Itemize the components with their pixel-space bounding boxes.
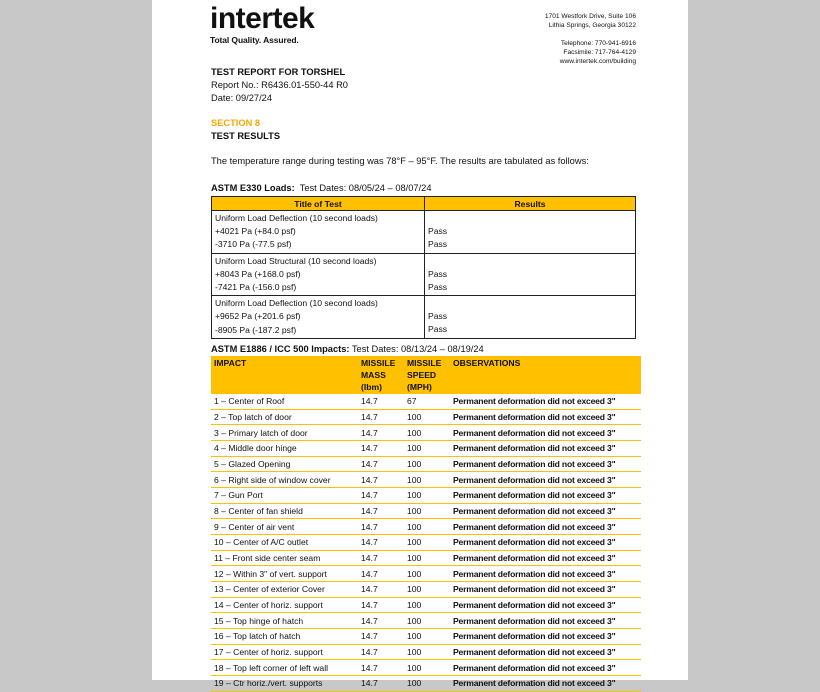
observation-cell: Permanent deformation did not exceed 3": [450, 644, 641, 660]
observation-cell: Permanent deformation did not exceed 3": [450, 535, 641, 551]
table-row: [211, 425, 641, 441]
observation-cell: Permanent deformation did not exceed 3": [450, 613, 641, 629]
column-header-observations: OBSERVATIONS: [450, 356, 641, 394]
telephone: Telephone: 770-941-6916: [560, 40, 636, 47]
table-row: [211, 409, 641, 425]
result-value: Pass: [428, 226, 448, 236]
result-value: Pass: [428, 311, 448, 322]
impact-cell: 11 – Front side center seam: [211, 550, 358, 566]
company-address: [545, 12, 636, 30]
observation-cell: Permanent deformation did not exceed 3": [450, 394, 641, 409]
test-title-cell: [212, 253, 425, 296]
impacts-caption-label: ASTM E1886 / ICC 500 Impacts:: [211, 344, 350, 354]
column-header-impact: IMPACT: [211, 356, 358, 394]
table-row: [211, 456, 641, 472]
impacts-caption-dates: Test Dates: 08/13/24 – 08/19/24: [351, 344, 484, 354]
mass-cell: 14.7: [358, 550, 404, 566]
observation-cell: Permanent deformation did not exceed 3": [450, 629, 641, 645]
speed-cell: 100: [404, 472, 450, 488]
speed-cell: 100: [404, 503, 450, 519]
impact-cell: 4 – Middle door hinge: [211, 441, 358, 457]
observation-cell: Permanent deformation did not exceed 3": [450, 488, 641, 504]
result-value: Pass: [428, 268, 448, 279]
impact-cell: 9 – Center of air vent: [211, 519, 358, 535]
impact-cell: 3 – Primary latch of door: [211, 425, 358, 441]
mass-cell: 14.7: [358, 597, 404, 613]
mass-cell: 14.7: [358, 629, 404, 645]
table-row: [211, 550, 641, 566]
speed-cell: 100: [404, 519, 450, 535]
column-header: Title of Test: [212, 197, 425, 211]
observation-cell: Permanent deformation did not exceed 3": [450, 597, 641, 613]
test-title: Uniform Load Deflection (10 second loads): [215, 213, 378, 223]
mass-cell: 14.7: [358, 566, 404, 582]
speed-cell: 100: [404, 597, 450, 613]
speed-cell: 100: [404, 441, 450, 457]
impact-cell: 18 – Top left corner of left wall: [211, 660, 358, 676]
table-row: [211, 582, 641, 598]
load-value: -3710 Pa (-77.5 psf): [215, 239, 292, 250]
speed-cell: 100: [404, 409, 450, 425]
load-value: +9652 Pa (+201.6 psf): [215, 311, 301, 322]
table-row: [211, 519, 641, 535]
impact-cell: 19 – Ctr horiz./vert. supports: [211, 676, 358, 692]
observation-cell: Permanent deformation did not exceed 3": [450, 566, 641, 582]
speed-cell: 67: [404, 394, 450, 409]
impact-cell: 15 – Top hinge of hatch: [211, 613, 358, 629]
speed-cell: 100: [404, 676, 450, 692]
loads-caption: [211, 183, 432, 193]
table-row: [211, 566, 641, 582]
impacts-caption: [211, 344, 484, 354]
loads-caption-label: ASTM E330 Loads:: [211, 183, 295, 193]
section-number: SECTION 8: [211, 118, 261, 128]
test-title: Uniform Load Structural (10 second loads): [215, 255, 377, 266]
header-line: MISSILE: [407, 358, 442, 368]
table-row: [212, 296, 636, 339]
speed-cell: 100: [404, 550, 450, 566]
result-cell: [425, 211, 636, 254]
mass-cell: 14.7: [358, 613, 404, 629]
impact-cell: 8 – Center of fan shield: [211, 503, 358, 519]
table-row: [211, 644, 641, 660]
document-page: [152, 0, 688, 689]
table-row: [211, 597, 641, 613]
observation-cell: Permanent deformation did not exceed 3": [450, 456, 641, 472]
impact-cell: 13 – Center of exterior Cover: [211, 582, 358, 598]
speed-cell: 100: [404, 425, 450, 441]
table-row: [211, 503, 641, 519]
observation-cell: Permanent deformation did not exceed 3": [450, 676, 641, 692]
mass-cell: 14.7: [358, 503, 404, 519]
load-value: +4021 Pa (+84.0 psf): [215, 226, 296, 237]
observation-cell: Permanent deformation did not exceed 3": [450, 425, 641, 441]
section-heading: [211, 117, 280, 143]
website: www.intertek.com/building: [559, 58, 636, 65]
impact-cell: 17 – Center of horiz. support: [211, 644, 358, 660]
observation-cell: Permanent deformation did not exceed 3": [450, 441, 641, 457]
observation-cell: Permanent deformation did not exceed 3": [450, 503, 641, 519]
header-line: (MPH): [407, 382, 432, 392]
speed-cell: 100: [404, 582, 450, 598]
logo-tagline: Total Quality. Assured.: [210, 35, 299, 45]
impact-cell: 12 – Within 3" of vert. support: [211, 566, 358, 582]
result-value: Pass: [428, 324, 448, 335]
speed-cell: 100: [404, 488, 450, 504]
mass-cell: 14.7: [358, 456, 404, 472]
mass-cell: 14.7: [358, 394, 404, 409]
table-row: [211, 488, 641, 504]
load-value: +8043 Pa (+168.0 psf): [215, 268, 301, 279]
speed-cell: 100: [404, 456, 450, 472]
table-row: [211, 472, 641, 488]
mass-cell: 14.7: [358, 660, 404, 676]
section-name: TEST RESULTS: [211, 131, 281, 141]
table-row: [211, 441, 641, 457]
table-row: [211, 629, 641, 645]
report-title: TEST REPORT FOR TORSHEL: [211, 67, 346, 77]
report-header: [211, 66, 348, 105]
test-title-cell: [212, 211, 425, 254]
impact-cell: 1 – Center of Roof: [211, 394, 358, 409]
speed-cell: 100: [404, 535, 450, 551]
speed-cell: 100: [404, 644, 450, 660]
test-title: Uniform Load Deflection (10 second loads): [215, 298, 378, 309]
impact-cell: 6 – Right side of window cover: [211, 472, 358, 488]
intertek-logo: [210, 2, 315, 45]
logo-wordmark: intertek: [210, 2, 315, 35]
observation-cell: Permanent deformation did not exceed 3": [450, 519, 641, 535]
impacts-table: [211, 356, 641, 692]
table-header-row: [211, 356, 641, 394]
impact-cell: 2 – Top latch of door: [211, 409, 358, 425]
observation-cell: Permanent deformation did not exceed 3": [450, 409, 641, 425]
table-row: [211, 660, 641, 676]
load-value: -8905 Pa (-187.2 psf): [215, 324, 297, 335]
address-line: 1701 Westfork Drive, Suite 106: [544, 13, 636, 20]
load-value: -7421 Pa (-156.0 psf): [215, 282, 297, 293]
header-line: MASS: [361, 370, 386, 380]
impact-cell: 5 – Glazed Opening: [211, 456, 358, 472]
mass-cell: 14.7: [358, 519, 404, 535]
speed-cell: 100: [404, 566, 450, 582]
table-row: [211, 613, 641, 629]
loads-caption-dates: Test Dates: 08/05/24 – 08/07/24: [299, 183, 432, 193]
table-row: [212, 211, 636, 254]
observation-cell: Permanent deformation did not exceed 3": [450, 550, 641, 566]
impact-cell: 16 – Top latch of hatch: [211, 629, 358, 645]
table-row: [211, 394, 641, 409]
observation-cell: Permanent deformation did not exceed 3": [450, 472, 641, 488]
impact-cell: 10 – Center of A/C outlet: [211, 535, 358, 551]
test-title-cell: [212, 296, 425, 339]
result-cell: [425, 296, 636, 339]
mass-cell: 14.7: [358, 409, 404, 425]
speed-cell: 100: [404, 629, 450, 645]
result-value: Pass: [428, 239, 448, 250]
speed-cell: 100: [404, 613, 450, 629]
mass-cell: 14.7: [358, 472, 404, 488]
report-number: Report No.: R6436.01-550-44 R0: [211, 80, 348, 90]
mass-cell: 14.7: [358, 441, 404, 457]
observation-cell: Permanent deformation did not exceed 3": [450, 660, 641, 676]
mass-cell: 14.7: [358, 676, 404, 692]
impact-cell: 7 – Gun Port: [211, 488, 358, 504]
table-header-row: [212, 197, 636, 211]
speed-cell: 100: [404, 660, 450, 676]
intro-text: The temperature range during testing was 78°F – 95°F. The results are tabulated as follows:: [211, 156, 589, 166]
mass-cell: 14.7: [358, 535, 404, 551]
company-contact: [560, 39, 636, 66]
table-row: [212, 253, 636, 296]
result-cell: [425, 253, 636, 296]
column-header-speed: [404, 356, 450, 394]
mass-cell: 14.7: [358, 425, 404, 441]
header-line: (lbm): [361, 382, 383, 392]
loads-table: [211, 196, 636, 339]
mass-cell: 14.7: [358, 488, 404, 504]
header-line: SPEED: [407, 370, 437, 380]
observation-cell: Permanent deformation did not exceed 3": [450, 582, 641, 598]
table-row: [211, 535, 641, 551]
facsimile: Facsimile: 717-764-4129: [563, 49, 636, 56]
table-row: [211, 676, 641, 692]
impact-cell: 14 – Center of horiz. support: [211, 597, 358, 613]
report-date: Date: 09/27/24: [211, 93, 272, 103]
address-line: Lithia Springs, Georgia 30122: [548, 22, 636, 29]
result-value: Pass: [428, 281, 448, 292]
mass-cell: 14.7: [358, 582, 404, 598]
column-header: Results: [425, 197, 636, 211]
column-header-mass: [358, 356, 404, 394]
mass-cell: 14.7: [358, 644, 404, 660]
header-line: MISSILE: [361, 358, 396, 368]
